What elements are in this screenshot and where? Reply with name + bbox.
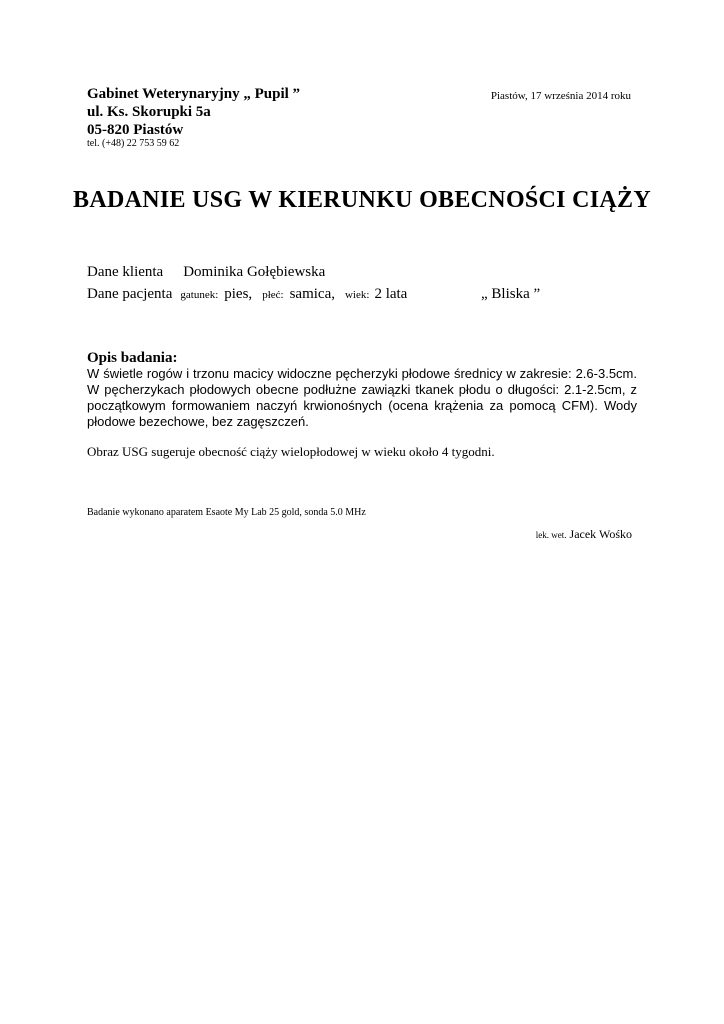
doctor-title: lek. wet. [535,530,567,540]
patient-label: Dane pacjenta [87,286,173,302]
age-label: wiek: [344,289,370,301]
species-value: pies, [224,286,253,302]
sex-value: samica, [289,286,335,302]
exam-heading: Opis badania: [87,350,178,366]
pet-name: „ Bliska ” [481,286,541,302]
document-title: BADANIE USG W KIERUNKU OBECNOŚCI CIĄŻY [73,187,651,213]
patient-row [87,286,407,303]
client-name: Dominika Gołębiewska [183,264,326,280]
clinic-street: ul. Ks. Skorupki 5a [87,104,211,120]
exam-conclusion: Obraz USG sugeruje obecność ciąży wielopłodowej w wieku około 4 tygodni. [87,444,495,459]
sex-label: płeć: [262,289,284,301]
exam-description: W świetle rogów i trzonu macicy widoczne pęcherzyki płodowe średnicy w zakresie: 2.6-3.5cm. W pęcherzykach płodowych obecne podłużne zawiązki tkanek płodu o długości: 2.1-2.5cm, z początkowym formowaniem naczyń krwionośnych (ocena krążenia za pomocą CFM). Wody płodowe bezechowe, bez zagęszczeń. [87,366,637,429]
species-label: gatunek: [180,289,219,301]
clinic-name: Gabinet Weterynaryjny „ Pupil ” [87,86,301,102]
doctor-name: Jacek Wośko [569,527,632,541]
age-value: 2 lata [374,286,408,302]
clinic-phone: tel. (+48) 22 753 59 62 [87,138,180,149]
client-label: Dane klienta [87,264,164,280]
document-date: Piastów, 17 września 2014 roku [490,90,631,102]
doctor-signature [536,527,632,542]
equipment-note: Badanie wykonano aparatem Esaote My Lab 25 gold, sonda 5.0 MHz [87,507,366,518]
clinic-city: 05-820 Piastów [87,122,184,138]
client-row [87,264,325,281]
